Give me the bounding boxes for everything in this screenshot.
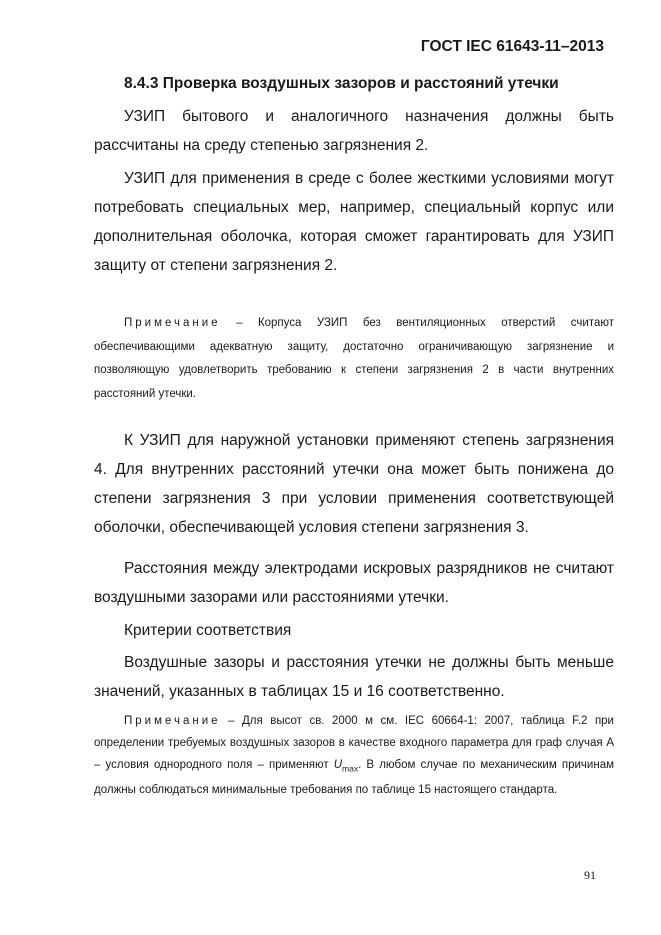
voltage-subscript: max <box>342 763 359 774</box>
paragraph-2: УЗИП для применения в среде с более жесткими условиями могут потребовать специальных мер, например, специальный корпус или дополнительная оболочка, которая сможет гарантировать для УЗИП защиту от степени загрязнения 2. <box>94 170 614 274</box>
note-text-after: . В любом случае по механическим причинам должны соблюдаться минимальные требования по таблице 15 настоящего стандарта. <box>94 759 614 797</box>
paragraph-6: Воздушные зазоры и расстояния утечки не должны быть меньше значений, указанных в таблицах 15 и 16 соответственно. <box>94 654 614 700</box>
note-text: – Корпуса УЗИП без вентиляционных отверстий считают обеспечивающими адекватную защиту, достаточно ограничивающую загрязнение и позволяющую удовлетворить требованию к степени загрязнения 2 в части внутренних расстояний утечки. <box>94 317 614 400</box>
note-1 <box>94 312 614 406</box>
paragraph-3: К УЗИП для наружной установки применяют степень загрязнения 4. Для внутренних расстояний утечки она может быть понижена до степени загрязнения 3 при условии применения соответствующей оболочки, обеспечивающей условия степени загрязнения 3. <box>94 432 614 536</box>
standard-code-header: ГОСТ IEC 61643-11–2013 <box>420 38 604 55</box>
note-text-before: – Для высот св. 2000 м см. IEC 60664-1: 2007, таблица F.2 при определении требуемых воздушных зазоров в качестве входного параметра для граф случая А – условия однородного поля – применяют <box>94 715 614 771</box>
paragraph-4: Расстояния между электродами искровых разрядников не считают воздушными зазорами или расстояниями утечки. <box>94 560 614 606</box>
note-label: Примечание <box>124 317 221 329</box>
page-number: 91 <box>584 868 596 882</box>
paragraph-1: УЗИП бытового и аналогичного назначения должны быть рассчитаны на среду степенью загрязнения 2. <box>94 108 614 154</box>
note-2 <box>94 710 614 801</box>
section-title: 8.4.3 Проверка воздушных зазоров и расстояний утечки <box>124 75 559 92</box>
voltage-symbol: U <box>333 759 343 771</box>
paragraph-5: Критерии соответствия <box>124 622 292 639</box>
note-label: Примечание <box>124 715 221 727</box>
